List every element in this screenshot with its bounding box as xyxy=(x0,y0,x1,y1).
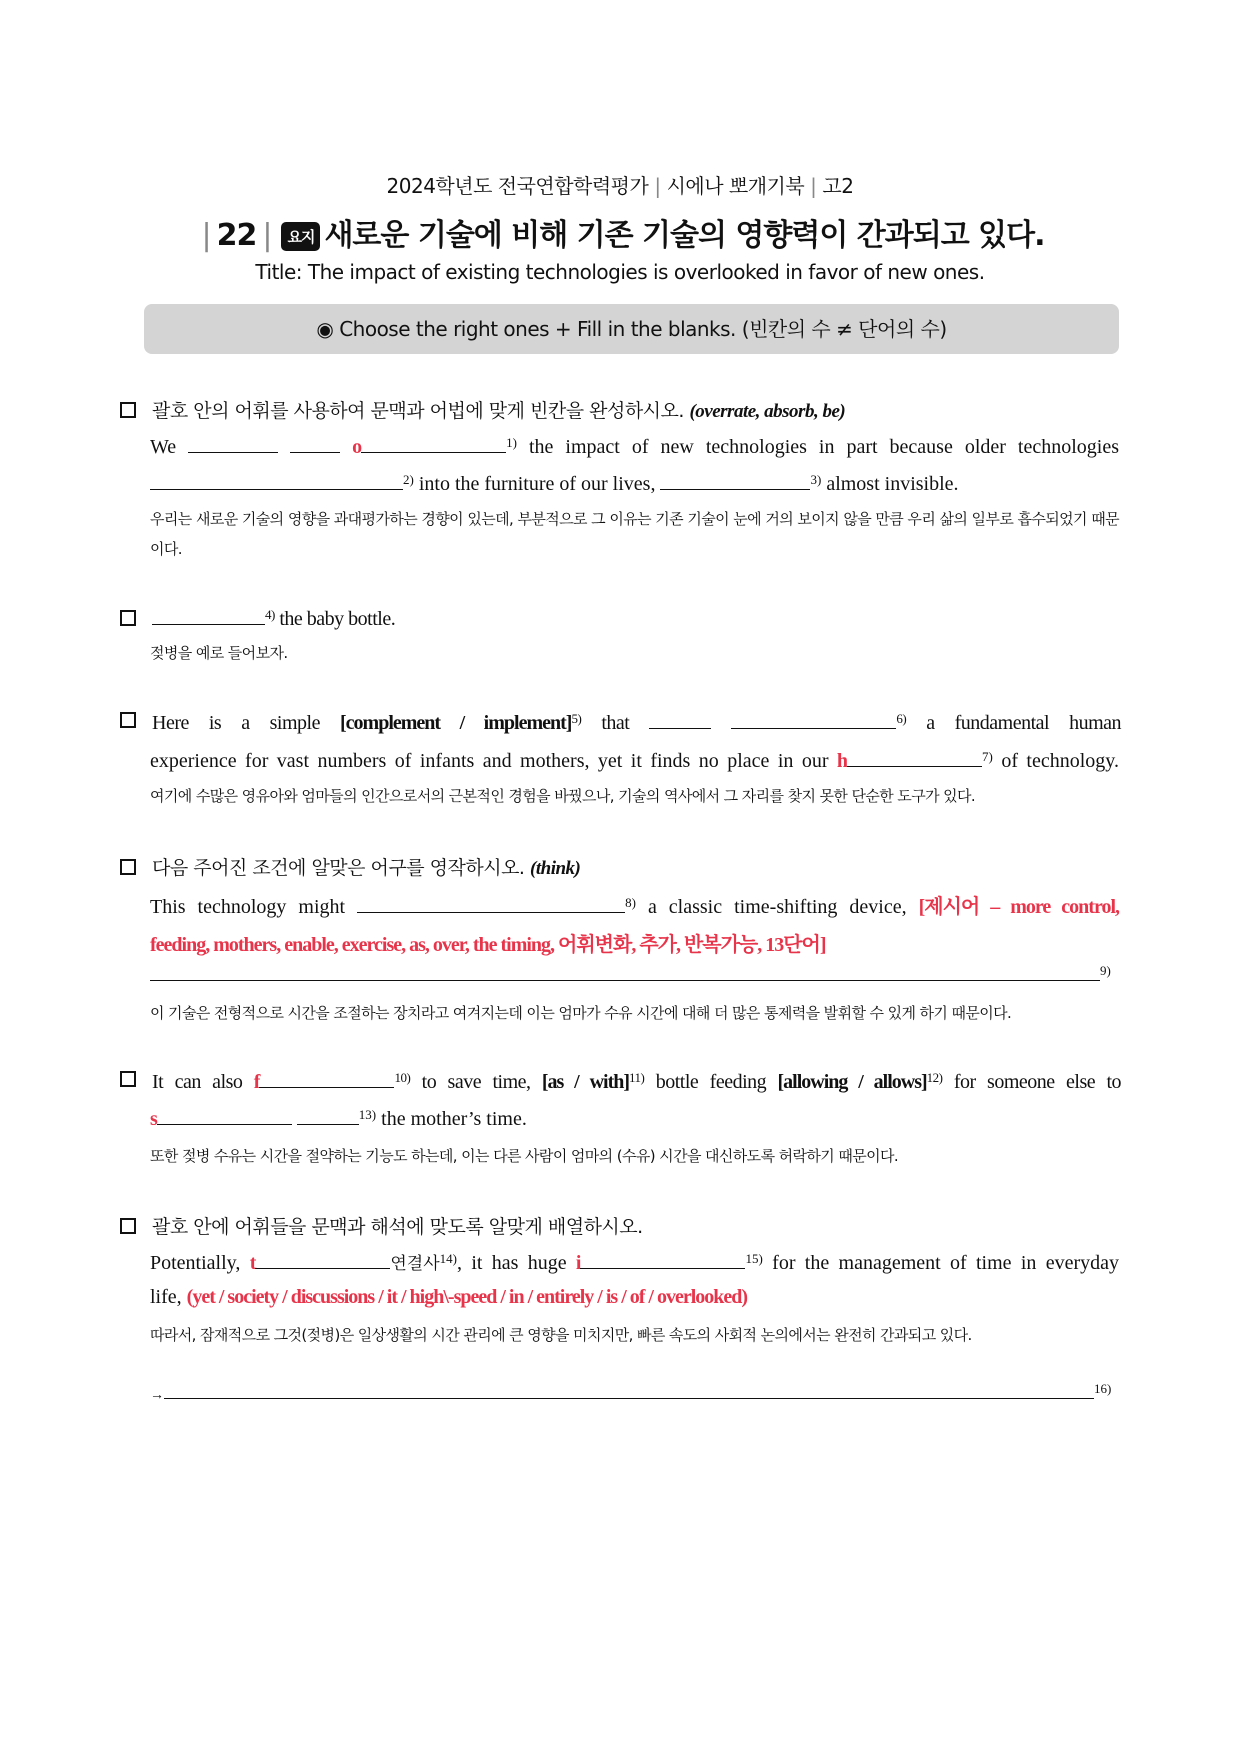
arrow-icon: → xyxy=(150,1388,164,1403)
q4-answer-line: 9) xyxy=(150,962,1119,987)
checkbox-icon xyxy=(120,402,136,418)
blank-3[interactable] xyxy=(660,471,810,490)
blank-7[interactable] xyxy=(847,748,982,767)
page-title: | 22 | 요지 새로운 기술에 비해 기존 기술의 영향력이 간과되고 있다. xyxy=(201,218,1045,253)
exam-name: 2024학년도 전국연합학력평가 xyxy=(386,174,649,198)
instruction-text: Choose the right ones + Fill in the blanks. (빈칸의 수 ≠ 단어의 수) xyxy=(339,317,947,341)
grade: 고2 xyxy=(822,174,854,198)
blank-15[interactable] xyxy=(580,1250,745,1269)
header: 2024학년도 전국연합학력평가 | 시에나 뽀개기북 | 고2 xyxy=(386,174,854,198)
blank-10[interactable] xyxy=(259,1069,394,1088)
q6-line-2: life, (yet / society / discussions / it / high\-speed / in / entirely / is / of / overlooked) xyxy=(150,1286,748,1308)
hint: (overrate, absorb, be) xyxy=(689,401,846,422)
type-badge: 요지 xyxy=(281,222,320,251)
blank-2[interactable] xyxy=(150,471,403,490)
q4-conditions: feeding, mothers, enable, exercise, as, over, the timing, 어휘변화, 추가, 반복가능, 13단어] xyxy=(150,934,826,956)
q3-translation: 여기에 수많은 영유아와 엄마들의 인간으로서의 근본적인 경험을 바꿨으나, 기술의 역사에서 그 자리를 찾지 못한 단순한 도구가 있다. xyxy=(150,787,976,805)
q5-translation: 또한 젖병 수유는 시간을 절약하는 기능도 하는데, 이는 다른 사람이 엄마의 (수유) 시간을 대신하도록 허락하기 때문이다. xyxy=(150,1147,899,1165)
hand-stop-icon: ◉ xyxy=(316,317,334,341)
question-2: $^{4)}$ the baby bottle. xyxy=(120,606,395,631)
q4-translation: 이 기술은 전형적으로 시간을 조절하는 장치라고 여겨지는데 이는 엄마가 수유 시간에 대해 더 많은 통제력을 발휘할 수 있게 하기 때문이다. xyxy=(150,1004,1012,1022)
checkbox-icon xyxy=(120,1218,136,1234)
blank-6[interactable] xyxy=(731,710,896,729)
blank-1[interactable] xyxy=(361,434,506,453)
choice-12[interactable]: [allowing / allows] xyxy=(777,1071,927,1093)
q5-line-2: s $^{13)}$ the mother’s time. xyxy=(150,1107,527,1130)
checkbox-icon xyxy=(120,859,136,875)
blank-8[interactable] xyxy=(357,894,625,913)
q1-translation: 우리는 새로운 기술의 영향을 과대평가하는 경향이 있는데, 부분적으로 그 이유는 기존 기술이 눈에 거의 보이지 않을 만큼 우리 삶의 일부로 흡수되었기 때문이다. xyxy=(150,510,1119,558)
word-bank: (yet / society / discussions / it / high\-speed / in / entirely / is / of / overlooked) xyxy=(186,1286,748,1308)
blank-14[interactable] xyxy=(255,1250,390,1269)
q3-line-2: experience for vast numbers of infants and mothers, yet it finds no place in our h $^{7)}$ of technology. xyxy=(150,749,1119,772)
q5-line-1: It can also f $^{10)}$ to save time, [as / with]$^{11)}$ bottle feeding [allowing / allows]$^{12)}$ for someone else to xyxy=(120,1069,1121,1094)
q6-answer-line: → $^{16)}$ xyxy=(150,1381,1112,1403)
q6-translation: 따라서, 잠재적으로 그것(젖병)은 일상생활의 시간 관리에 큰 영향을 미치지만, 빠른 속도의 사회적 논의에서는 완전히 간과되고 있다. xyxy=(150,1326,972,1344)
blank[interactable] xyxy=(157,1106,292,1125)
blank-4[interactable] xyxy=(152,606,265,625)
subtitle: Title: The impact of existing technologies is overlooked in favor of new ones. xyxy=(255,260,985,284)
blank[interactable] xyxy=(290,434,340,453)
question-6-prompt: 괄호 안에 어휘들을 문맥과 해석에 맞도록 알맞게 배열하시오. xyxy=(120,1212,643,1239)
checkbox-icon xyxy=(120,712,136,728)
q4-line-1: This technology might $^{8)}$ a classic time-shifting device, [제시어 – more control, xyxy=(150,895,1120,918)
title-text: 새로운 기술에 비해 기존 기술의 영향력이 간과되고 있다. xyxy=(324,218,1045,253)
choice-11[interactable]: [as / with] xyxy=(541,1071,630,1093)
choice-5[interactable]: [complement / implement] xyxy=(340,712,572,734)
q1-line-2: $^{2)}$ into the furniture of our lives, $^{3)}$ almost invisible. xyxy=(150,471,1119,496)
question-number: 22 xyxy=(216,218,257,253)
q2-translation: 젖병을 예로 들어보자. xyxy=(150,644,288,662)
q1-line-1: We o $^{1)}$ the impact of new technologies in part because older technologies xyxy=(150,435,1120,458)
question-4-prompt: 다음 주어진 조건에 알맞은 어구를 영작하시오. (think) xyxy=(120,853,580,880)
question-1-prompt: 괄호 안의 어휘를 사용하여 문맥과 어법에 맞게 빈칸을 완성하시오. (overrate, absorb, be) xyxy=(120,396,845,423)
checkbox-icon xyxy=(120,610,136,626)
blank[interactable] xyxy=(188,434,278,453)
blank-9[interactable] xyxy=(150,962,1100,981)
q6-line-1: Potentially, t 연결사$^{14)}$, it has huge i $^{15)}$ for the management of time in everyday xyxy=(150,1251,1120,1274)
blank-13[interactable] xyxy=(297,1106,359,1125)
checkbox-icon xyxy=(120,1071,136,1087)
blank-16[interactable] xyxy=(164,1380,1094,1399)
q3-line-1: Here is a simple [complement / implement]$^{5)}$ that $^{6)}$ a fundamental human xyxy=(120,710,1119,735)
instruction-box xyxy=(144,304,1119,354)
publisher: 시에나 뽀개기북 xyxy=(666,174,805,198)
blank[interactable] xyxy=(649,710,711,729)
